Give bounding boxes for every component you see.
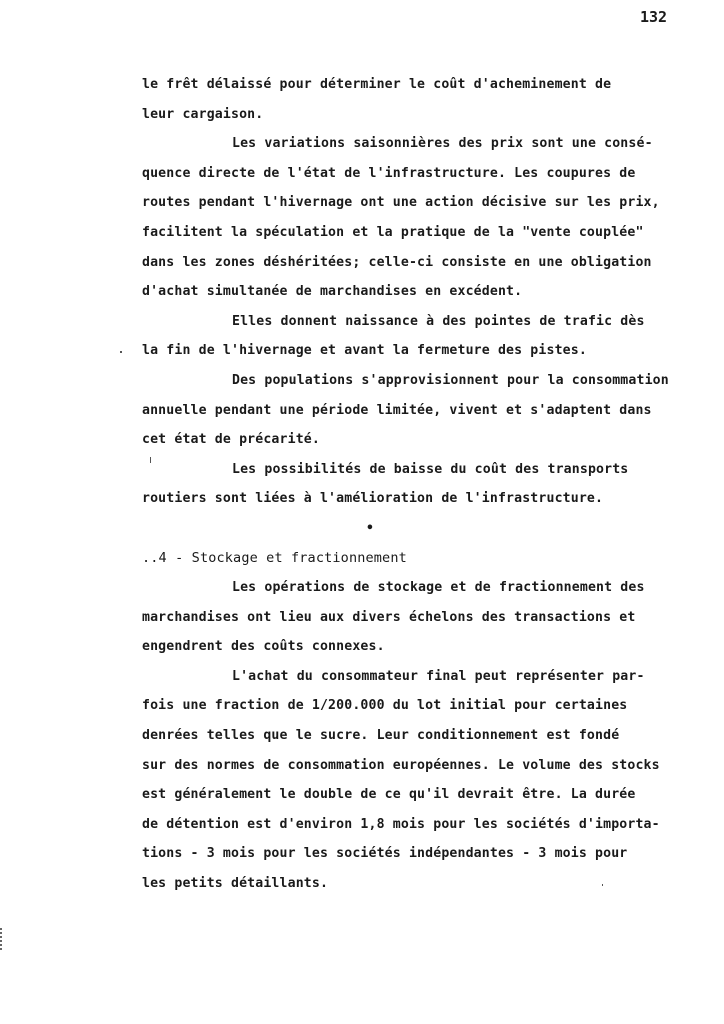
paragraph-start-line: Les opérations de stockage et de fractionnement des: [232, 580, 645, 596]
body-text: [142, 70, 712, 899]
text-line: tions - 3 mois pour les sociétés indépendantes - 3 mois pour: [142, 846, 628, 862]
text-line: dans les zones déshéritées; celle-ci consiste en une obligation: [142, 254, 652, 270]
text-line: la fin de l'hivernage et avant la fermeture des pistes.: [142, 343, 587, 359]
text-line: fois une fraction de 1/200.000 du lot initial pour certaines: [142, 698, 628, 714]
scan-speck: [602, 884, 603, 886]
text-line: marchandises ont lieu aux divers échelons des transactions et: [142, 609, 636, 625]
text-line: d'achat simultanée de marchandises en excédent.: [142, 284, 523, 300]
paragraph-start-line: Les variations saisonnières des prix sont une consé-: [232, 136, 653, 152]
page-number: 132: [640, 8, 668, 26]
text-line: annuelle pendant une période limitée, vivent et s'adaptent dans: [142, 402, 652, 418]
text-line: leur cargaison.: [142, 106, 264, 122]
text-line: quence directe de l'état de l'infrastructure. Les coupures de: [142, 165, 636, 181]
text-line: de détention est d'environ 1,8 mois pour les sociétés d'importa-: [142, 816, 660, 832]
scan-margin-marks: [0, 928, 5, 950]
paragraph-start-line: L'achat du consommateur final peut représenter par-: [232, 668, 645, 684]
text-line: routiers sont liées à l'amélioration de l'infrastructure.: [142, 491, 604, 507]
text-line: est généralement le double de ce qu'il devrait être. La durée: [142, 787, 636, 803]
paragraph-start-line: Elles donnent naissance à des pointes de trafic dès: [232, 313, 645, 329]
text-line: cet état de précarité.: [142, 432, 320, 448]
text-line: denrées telles que le sucre. Leur conditionnement est fondé: [142, 728, 620, 744]
text-line: engendrent des coûts connexes.: [142, 639, 385, 655]
text-line: le frêt délaissé pour déterminer le coût d'acheminement de: [142, 77, 612, 92]
text-line: les petits détaillants.: [142, 876, 329, 892]
paragraph-start-line: Les possibilités de baisse du coût des transports: [232, 461, 629, 477]
scan-speck: [120, 351, 122, 353]
text-line: facilitent la spéculation et la pratique de la "vente couplée": [142, 224, 644, 240]
scan-speck: [150, 457, 151, 463]
section-heading: ..4 - Stockage et fractionnement: [142, 549, 407, 566]
paragraph-start-line: Des populations s'approvisionnent pour la consommation: [232, 372, 669, 388]
text-line: routes pendant l'hivernage ont une action décisive sur les prix,: [142, 195, 660, 211]
section-bullet: •: [366, 520, 374, 536]
text-line: sur des normes de consommation européennes. Le volume des stocks: [142, 757, 660, 773]
